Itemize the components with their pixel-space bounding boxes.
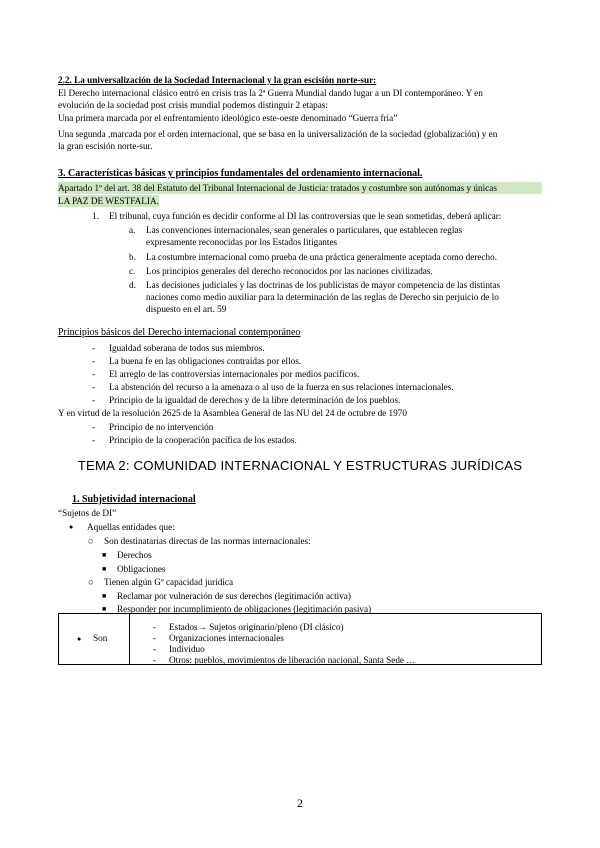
list-item: Aquellas entidades que: — [87, 522, 175, 532]
list-item: El tribunal, cuya función es decidir conforme al DI las controversias que le sean sometidas, deberá aplicar: — [109, 211, 502, 221]
list-item: Responder por incumplimiento de obligaciones (legitimación pasiva) — [117, 604, 372, 614]
table-row — [59, 614, 542, 665]
list-item: Estados→ Sujetos originario/pleno (DI clásico) — [169, 622, 344, 632]
tema-2-heading: TEMA 2: COMUNIDAD INTERNACIONAL Y ESTRUCTURAS JURÍDICAS — [77, 458, 523, 473]
list-letter: a. — [129, 225, 136, 235]
list-item: Individuo — [169, 644, 205, 654]
section-2-2-line: El Derecho internacional clásico entró en crisis tras la 2ª Guerra Mundial dando lugar a un DI contemporáneo. Y en — [58, 88, 483, 98]
list-number: 1. — [92, 211, 99, 221]
list-item: Las convenciones internacionales, sean generales o particulares, que establecen reglas — [146, 225, 463, 235]
subjetividad-title: 1. Subjetividad internacional — [72, 494, 196, 505]
table-label: Son — [93, 633, 108, 643]
bullet-dot: ● — [69, 523, 74, 531]
page-number: 2 — [297, 796, 303, 810]
table-cell-label — [59, 614, 130, 665]
dash-bullet: - — [153, 655, 157, 665]
list-item: Son destinatarias directas de las normas internacionales: — [104, 536, 311, 546]
bullet-dot: ● — [77, 635, 82, 643]
principios-title: Principios básicos del Derecho internacional contemporáneo — [58, 327, 301, 338]
list-letter: c. — [129, 266, 136, 276]
section-2-2-line: Una segunda ,marcada por el orden internacional, que se basa en la universalización de la sociedad (globalización) y en — [58, 129, 498, 139]
list-item: El arreglo de las controversias internacionales por medios pacíficos. — [109, 369, 360, 379]
list-item: Otros: pueblos, movimientos de liberación nacional, Santa Sede … — [169, 655, 416, 665]
dash-bullet: - — [92, 422, 96, 432]
dash-bullet: - — [92, 435, 96, 445]
dash-bullet: - — [92, 382, 96, 392]
list-letter: b. — [129, 252, 136, 262]
bullet-square: ■ — [102, 551, 107, 559]
dash-bullet: - — [153, 622, 157, 632]
sujetos-table — [58, 613, 542, 665]
list-item: expresamente reconocidas por los Estados litigantes — [146, 237, 338, 247]
list-letter: d. — [129, 280, 136, 290]
list-item: naciones como medio auxiliar para la determinación de las reglas de Derecho sin perjuicio de lo — [146, 292, 499, 302]
dash-bullet: - — [92, 395, 96, 405]
list-item: Principio de la igualdad de derechos y de la libre determinación de los pueblos. — [109, 395, 401, 405]
list-item: Igualdad soberana de todos sus miembros. — [109, 343, 265, 353]
section-2-2-line: Una primera marcada por el enfrentamiento ideológico este-oeste denominado “Guerra fría” — [58, 113, 398, 123]
dash-bullet: - — [153, 633, 157, 643]
bullet-square: ■ — [102, 605, 107, 613]
list-item: La abstención del recurso a la amenaza o al uso de la fuerza en sus relaciones internacionales. — [109, 382, 454, 392]
quote-text: “Sujetos de DI” — [58, 508, 117, 518]
list-item: Los principios generales del derecho reconocidos por las naciones civilizadas. — [146, 266, 433, 276]
list-item: Las decisiones judiciales y las doctrinas de los publicistas de mayor competencia de las distintas — [146, 280, 501, 290]
list-item: Principio de no intervención — [109, 422, 214, 432]
table-cell-list — [130, 614, 542, 665]
dash-bullet: - — [92, 369, 96, 379]
section-2-2-line: evolución de la sociedad post crisis mundial podemos distinguir 2 etapas: — [58, 100, 328, 110]
dash-bullet: - — [92, 356, 96, 366]
list-item: Obligaciones — [117, 564, 166, 574]
list-item: Tienen algún Gº capacidad jurídica — [104, 577, 234, 587]
bullet-circle: ○ — [88, 536, 94, 546]
bullet-square: ■ — [102, 592, 107, 600]
list-item: dispuesto en el art. 59 — [146, 304, 227, 314]
section-2-2-line: la gran escisión norte-sur. — [58, 141, 153, 151]
list-item: Principio de la cooperación pacífica de los estados. — [109, 435, 297, 445]
bullet-square: ■ — [102, 565, 107, 573]
bullet-circle: ○ — [88, 577, 94, 587]
dash-bullet: - — [92, 343, 96, 353]
section-2-2-title: 2.2. La universalización de la Sociedad Internacional y la gran escisión norte-sur: — [58, 75, 377, 85]
highlighted-text: LA PAZ DE WESTFALIA. — [58, 196, 159, 206]
resolution-text: Y en virtud de la resolución 2625 de la Asamblea General de las NU del 24 de octubre de 1970 — [58, 408, 407, 418]
list-item: La buena fe en las obligaciones contraídas por ellos. — [109, 356, 302, 366]
highlighted-text: Apartado 1º del art. 38 del Estatuto del Tribunal Internacional de Justicia: tratados y costumbre son autónomas y únicas — [58, 182, 542, 194]
list-item: La costumbre internacional como prueba de una práctica generalmente aceptada como derecho. — [146, 252, 497, 262]
list-item: Reclamar por vulneración de sus derechos (legitimación activa) — [117, 591, 351, 601]
section-3-title: 3. Características básicas y principios fundamentales del ordenamiento internacional. — [58, 168, 423, 179]
dash-bullet: - — [153, 644, 157, 654]
list-item: Derechos — [117, 550, 152, 560]
list-item: Organizaciones internacionales — [169, 633, 284, 643]
